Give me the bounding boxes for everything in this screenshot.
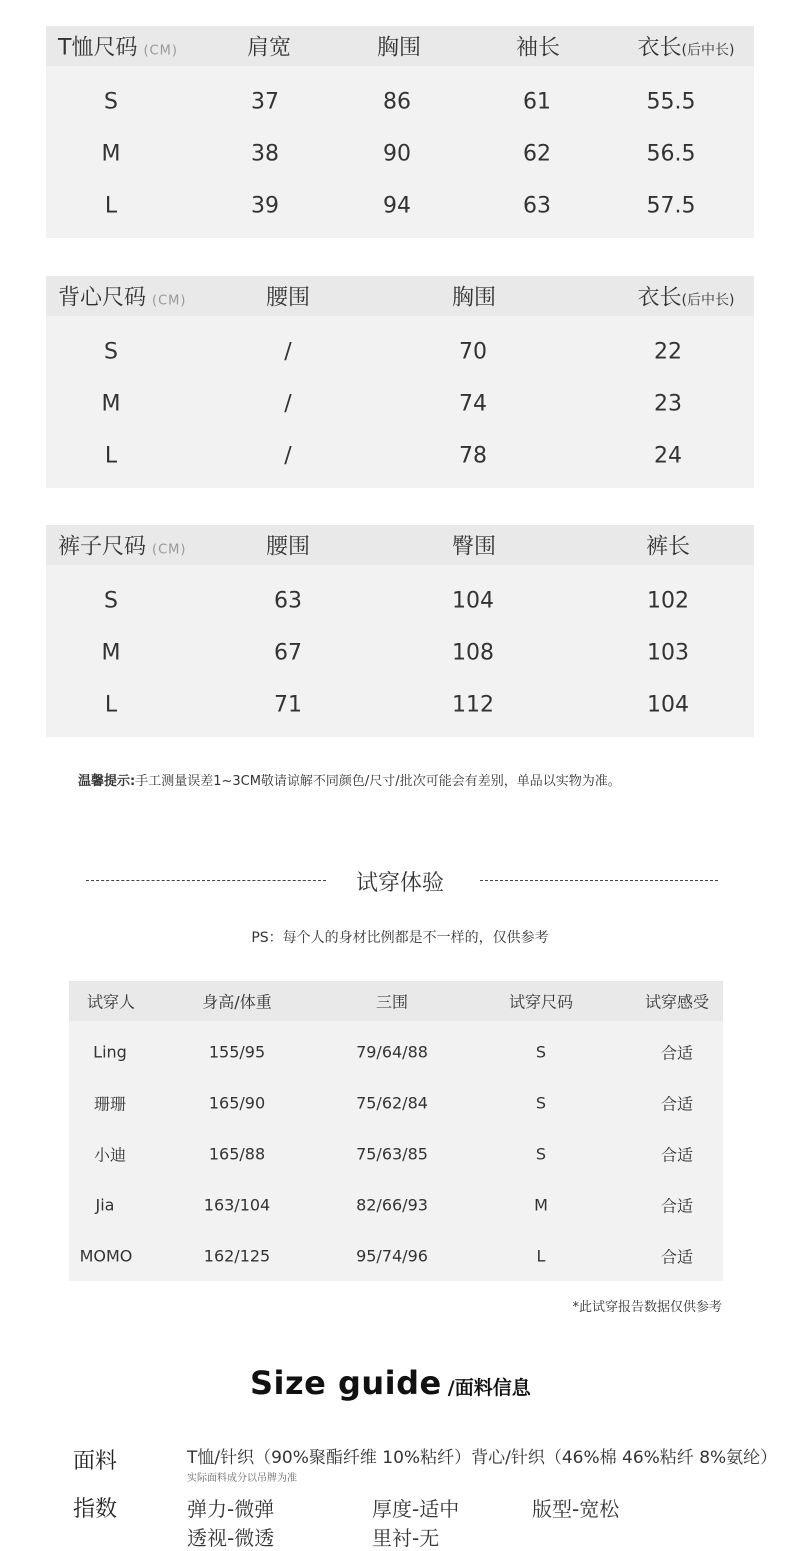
tshirt-table-header	[46, 26, 754, 66]
table-row	[69, 1026, 723, 1077]
value-cell: L	[536, 1246, 546, 1265]
value-cell: 63	[274, 588, 302, 614]
size-guide-title-cn: /面料信息	[447, 1377, 531, 1399]
size-guide-title	[250, 1364, 531, 1402]
warm-tip	[78, 770, 621, 789]
vest-table-title: 背心尺码 (CM)	[58, 285, 187, 311]
value-cell: S	[535, 1093, 547, 1112]
value-cell: 39	[251, 193, 279, 219]
value-cell: 108	[452, 640, 494, 666]
fabric-text: T恤/针织（90%聚酯纤维 10%粘纤）背心/针织（46%棉 46%粘纤 8%氨纶）	[187, 1448, 778, 1468]
dashed-line-left	[86, 880, 326, 881]
trial-table-header	[69, 981, 723, 1021]
value-cell: 57.5	[646, 193, 696, 219]
value-cell: 37	[251, 89, 279, 115]
size-cell: S	[104, 588, 118, 614]
unit-label: (CM)	[152, 542, 187, 558]
value-cell: 163/104	[203, 1195, 271, 1214]
size-cell: L	[104, 193, 118, 219]
header-sleeve: 袖长	[515, 35, 561, 61]
tester-name: 珊珊	[93, 1094, 127, 1113]
value-cell: 90	[383, 141, 411, 167]
size-cell: S	[104, 89, 118, 115]
table-row	[46, 627, 754, 679]
header-trial-size: 试穿尺码	[508, 992, 574, 1012]
length-note: (后中长)	[681, 292, 735, 309]
value-cell: 104	[452, 588, 494, 614]
value-cell: /	[284, 391, 292, 417]
pants-size-table	[46, 525, 754, 737]
table-row	[46, 326, 754, 378]
dashed-line-right	[480, 880, 718, 881]
table-row	[69, 1077, 723, 1128]
trial-table	[69, 981, 723, 1281]
index-item: 里衬-无	[372, 1526, 440, 1550]
fabric-sub-note: 实际面料成分以吊牌为准	[187, 1473, 297, 1484]
size-cell: M	[101, 391, 121, 417]
value-cell: 合适	[660, 1247, 694, 1266]
size-cell: L	[104, 692, 118, 718]
value-cell: 75/62/84	[356, 1093, 428, 1112]
value-cell: 56.5	[646, 141, 696, 167]
size-cell: M	[101, 640, 121, 666]
value-cell: 82/66/93	[356, 1195, 428, 1214]
value-cell: 102	[647, 588, 689, 614]
value-cell: 162/125	[203, 1246, 271, 1265]
value-cell: 86	[383, 89, 411, 115]
size-cell: L	[104, 443, 118, 469]
tester-name: Jia	[95, 1195, 115, 1214]
value-cell: /	[284, 443, 292, 469]
value-cell: 79/64/88	[356, 1042, 428, 1061]
table-row	[46, 575, 754, 627]
size-guide-title-en: Size guide	[250, 1364, 442, 1402]
tshirt-size-table	[46, 26, 754, 238]
header-measurements: 三围	[375, 992, 409, 1012]
vest-size-table	[46, 276, 754, 488]
table-row	[69, 1230, 723, 1281]
unit-label: (CM)	[152, 293, 187, 309]
value-cell: 155/95	[208, 1042, 266, 1061]
header-shoulder: 肩宽	[246, 35, 292, 61]
value-cell: S	[535, 1144, 547, 1163]
value-cell: 24	[654, 443, 682, 469]
vest-table-header	[46, 276, 754, 316]
value-cell: 71	[274, 692, 302, 718]
value-cell: 95/74/96	[356, 1246, 428, 1265]
value-cell: 70	[459, 339, 487, 365]
header-chest: 胸围	[376, 35, 422, 61]
table-row	[46, 76, 754, 128]
table-row	[46, 430, 754, 482]
tester-name: Ling	[93, 1042, 127, 1061]
value-cell: 合适	[660, 1043, 694, 1062]
trial-ps-note: PS：每个人的身材比例都是不一样的，仅供参考	[251, 930, 549, 946]
value-cell: 165/88	[208, 1144, 266, 1163]
tshirt-table-title: T恤尺码 (CM)	[58, 35, 178, 61]
warm-tip-text: 手工测量误差1~3CM敬请谅解不同颜色/尺寸/批次可能会有差别，单品以实物为准。	[135, 774, 621, 789]
tester-name: MOMO	[79, 1246, 133, 1265]
value-cell: 67	[274, 640, 302, 666]
value-cell: 23	[654, 391, 682, 417]
header-hip: 臀围	[451, 534, 497, 560]
table-row	[46, 679, 754, 731]
value-cell: 78	[459, 443, 487, 469]
table-row	[69, 1179, 723, 1230]
unit-label: (CM)	[143, 43, 178, 59]
index-item: 弹力-微弹	[187, 1497, 275, 1521]
table-row	[46, 128, 754, 180]
header-waist: 腰围	[265, 534, 311, 560]
value-cell: 合适	[660, 1094, 694, 1113]
index-item: 厚度-适中	[372, 1497, 460, 1521]
header-height-weight: 身高/体重	[202, 992, 272, 1012]
value-cell: 55.5	[646, 89, 696, 115]
size-cell: M	[101, 141, 121, 167]
value-cell: 165/90	[208, 1093, 266, 1112]
trial-section-title: 试穿体验	[355, 871, 445, 896]
index-item: 透视-微透	[187, 1526, 275, 1550]
trial-report-note: *此试穿报告数据仅供参考	[572, 1300, 722, 1315]
value-cell: 103	[647, 640, 689, 666]
header-pants-length: 裤长	[645, 534, 691, 560]
table-row	[46, 180, 754, 232]
header-length: 衣长(后中长)	[637, 285, 735, 311]
index-label: 指数	[73, 1497, 118, 1522]
tester-name: 小迪	[93, 1145, 127, 1164]
value-cell: 104	[647, 692, 689, 718]
value-cell: 22	[654, 339, 682, 365]
table-row	[69, 1128, 723, 1179]
fabric-label: 面料	[73, 1449, 118, 1474]
value-cell: 75/63/85	[356, 1144, 428, 1163]
header-trial-feeling: 试穿感受	[644, 992, 710, 1012]
header-waist: 腰围	[265, 285, 311, 311]
size-cell: S	[104, 339, 118, 365]
value-cell: 38	[251, 141, 279, 167]
value-cell: S	[535, 1042, 547, 1061]
value-cell: 62	[523, 141, 551, 167]
header-tester: 试穿人	[86, 992, 136, 1012]
value-cell: 合适	[660, 1145, 694, 1164]
warm-tip-label: 温馨提示:	[78, 774, 136, 789]
header-chest: 胸围	[451, 285, 497, 311]
table-row	[46, 378, 754, 430]
length-note: (后中长)	[681, 42, 735, 59]
header-length: 衣长(后中长)	[637, 35, 735, 61]
value-cell: 74	[459, 391, 487, 417]
value-cell: M	[534, 1195, 548, 1214]
value-cell: 合适	[660, 1196, 694, 1215]
value-cell: 112	[452, 692, 494, 718]
value-cell: 61	[523, 89, 551, 115]
value-cell: 94	[383, 193, 411, 219]
pants-table-header	[46, 525, 754, 565]
index-item: 版型-宽松	[532, 1497, 620, 1521]
value-cell: 63	[523, 193, 551, 219]
pants-table-title: 裤子尺码 (CM)	[58, 534, 187, 560]
value-cell: /	[284, 339, 292, 365]
